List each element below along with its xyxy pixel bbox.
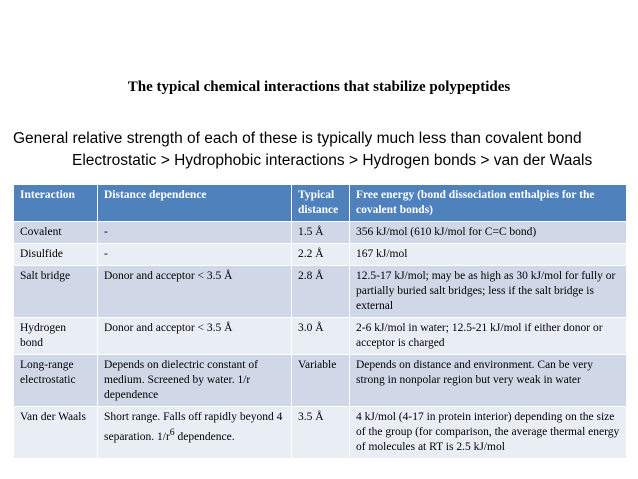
- cell-interaction: Van der Waals: [14, 407, 98, 459]
- cell-interaction: Covalent: [14, 222, 98, 244]
- header-interaction: Interaction: [14, 185, 98, 222]
- table-row: [14, 266, 627, 318]
- cell-distance-dependence: Donor and acceptor < 3.5 Å: [98, 266, 292, 318]
- cell-distance-dependence: -: [98, 222, 292, 244]
- cell-interaction: Salt bridge: [14, 266, 98, 318]
- table-header-row: [14, 185, 627, 222]
- cell-typical-distance: 3.0 Å: [292, 318, 350, 355]
- header-distance-dependence: Distance dependence: [98, 185, 292, 222]
- cell-distance-dependence: -: [98, 244, 292, 266]
- table-row: [14, 222, 627, 244]
- cell-interaction: Hydrogen bond: [14, 318, 98, 355]
- cell-free-energy: 2-6 kJ/mol in water; 12.5-21 kJ/mol if either donor or acceptor is charged: [350, 318, 627, 355]
- cell-typical-distance: 3.5 Å: [292, 407, 350, 459]
- exponent-superscript: 6: [169, 427, 175, 438]
- table-row: [14, 244, 627, 266]
- cell-free-energy: 356 kJ/mol (610 kJ/mol for C=C bond): [350, 222, 627, 244]
- cell-interaction: Long-range electrostatic: [14, 355, 98, 407]
- cell-free-energy: 4 kJ/mol (4-17 in protein interior) depending on the size of the group (for comparison, the average thermal energy of molecules at RT is 2.5 kJ/mol: [350, 407, 627, 459]
- intro-text: [13, 128, 592, 172]
- cell-distance-dependence: [98, 407, 292, 459]
- cell-free-energy: 167 kJ/mol: [350, 244, 627, 266]
- cell-distance-dependence: Donor and acceptor < 3.5 Å: [98, 318, 292, 355]
- table-row: [14, 407, 627, 459]
- header-free-energy: Free energy (bond dissociation enthalpies for the covalent bonds): [350, 185, 627, 222]
- cell-typical-distance: 1.5 Å: [292, 222, 350, 244]
- distance-dependence-suffix: dependence.: [174, 430, 235, 443]
- cell-free-energy: 12.5-17 kJ/mol; may be as high as 30 kJ/mol for fully or partially buried salt bridges; less if the salt bridge is external: [350, 266, 627, 318]
- intro-line-2: Electrostatic > Hydrophobic interactions > Hydrogen bonds > van der Waals: [72, 152, 593, 169]
- cell-typical-distance: 2.2 Å: [292, 244, 350, 266]
- table-row: [14, 318, 627, 355]
- distance-dependence-text: Short range. Falls off rapidly beyond 4 separation. 1/r: [104, 411, 283, 443]
- interactions-table: [13, 184, 627, 459]
- cell-typical-distance: Variable: [292, 355, 350, 407]
- table-row: [14, 355, 627, 407]
- cell-free-energy: Depends on distance and environment. Can be very strong in nonpolar region but very weak in water: [350, 355, 627, 407]
- cell-distance-dependence: Depends on dielectric constant of medium. Screened by water. 1/r dependence: [98, 355, 292, 407]
- cell-interaction: Disulfide: [14, 244, 98, 266]
- cell-typical-distance: 2.8 Å: [292, 266, 350, 318]
- header-typical-distance: Typical distance: [292, 185, 350, 222]
- page-title: The typical chemical interactions that stabilize polypeptides: [127, 79, 511, 95]
- intro-line-1: General relative strength of each of these is typically much less than covalent bond: [13, 130, 582, 147]
